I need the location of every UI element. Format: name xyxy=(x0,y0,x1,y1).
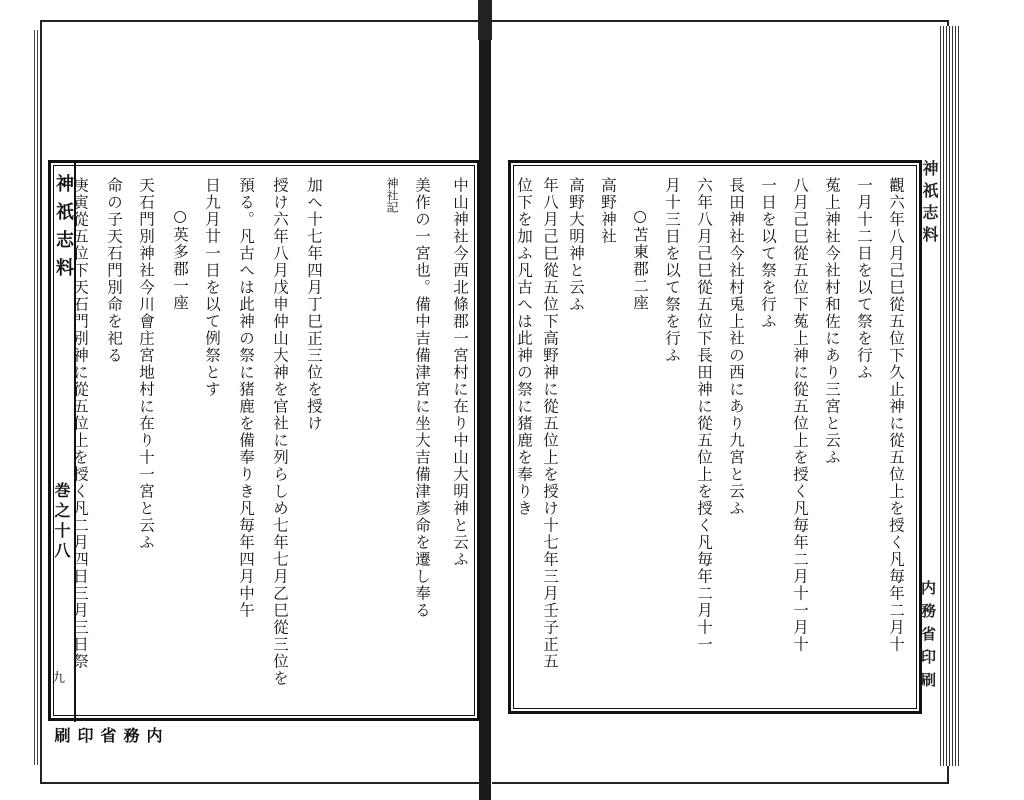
section-heading: ○英多郡一座 xyxy=(171,207,189,312)
text-column: 觀六年八月己巳從五位下久止神に從五位上を授く凡毎年二月十 xyxy=(887,177,905,653)
text-column: 命の子天石門別命を祀る xyxy=(105,177,123,364)
text-column: 一日を以て祭を行ふ xyxy=(759,177,777,330)
margin-publisher: 内務省印刷 xyxy=(919,580,937,695)
text-column: 年八月己巳從五位下高野神に從五位上を授け十七年三月壬子正五 xyxy=(541,177,559,670)
text-column: 加へ十七年四月丁巳正三位を授け xyxy=(305,177,323,432)
right-margin-header xyxy=(918,30,938,760)
text-column: 六年八月己巳從五位下長田神に從五位上を授く凡毎年二月十一 xyxy=(695,177,713,653)
page-edge-right xyxy=(938,26,960,766)
text-column: 月十三日を以て祭を行ふ xyxy=(663,177,681,364)
text-column: 高野神社 xyxy=(599,177,617,245)
book-spine xyxy=(479,0,491,800)
left-text-frame xyxy=(48,160,480,721)
text-column: 中山神社今西北條郡一宮村に在り中山大明神と云ふ xyxy=(451,177,469,568)
text-column: 神社記 xyxy=(385,177,399,213)
text-column: 八月己巳從五位下菟上神に從五位上を授く凡毎年二月十一月十 xyxy=(791,177,809,653)
text-column: 高野大明神と云ふ xyxy=(567,177,585,313)
right-text-frame xyxy=(508,160,922,714)
margin-volume: 巻之十八 xyxy=(52,482,71,562)
margin-title: 神祇志料 xyxy=(53,174,74,286)
section-heading: ○苫東郡二座 xyxy=(631,207,649,312)
margin-title: 神祇志料 xyxy=(920,160,939,248)
text-column: 一月十二日を以て祭を行ふ xyxy=(855,177,873,381)
margin-publisher: 内務省印刷 xyxy=(52,727,163,751)
text-column: 預る。凡古へは此神の祭に猪鹿を備奉りき凡毎年四月中午 xyxy=(237,177,255,619)
binding-shadow xyxy=(478,0,492,40)
text-column: 美作の一宮也。備中吉備津宮に坐大吉備津彥命を遷し奉る xyxy=(413,177,431,619)
page-number: 九 xyxy=(52,671,66,686)
text-column: 日九月廿一日を以て例祭とす xyxy=(203,177,221,398)
text-column: 長田神社今社村兎上社の西にあり九宮と云ふ xyxy=(727,177,745,517)
text-column: 菟上神社今社村和佐にあり三宮と云ふ xyxy=(823,177,841,466)
text-column: 庚寅從五位下天石門別神に從五位上を授く凡二月四日三月三日祭 xyxy=(71,177,89,670)
text-column: 位下を加ふ凡古へは此神の祭に猪鹿を奉りき xyxy=(515,177,533,517)
text-column: 授け六年八月戊申仲山大神を官社に列らしめ七年七月乙巳從三位を xyxy=(271,177,289,687)
text-column: 天石門別神社今川會庄宮地村に在り十一宮と云ふ xyxy=(137,177,155,551)
